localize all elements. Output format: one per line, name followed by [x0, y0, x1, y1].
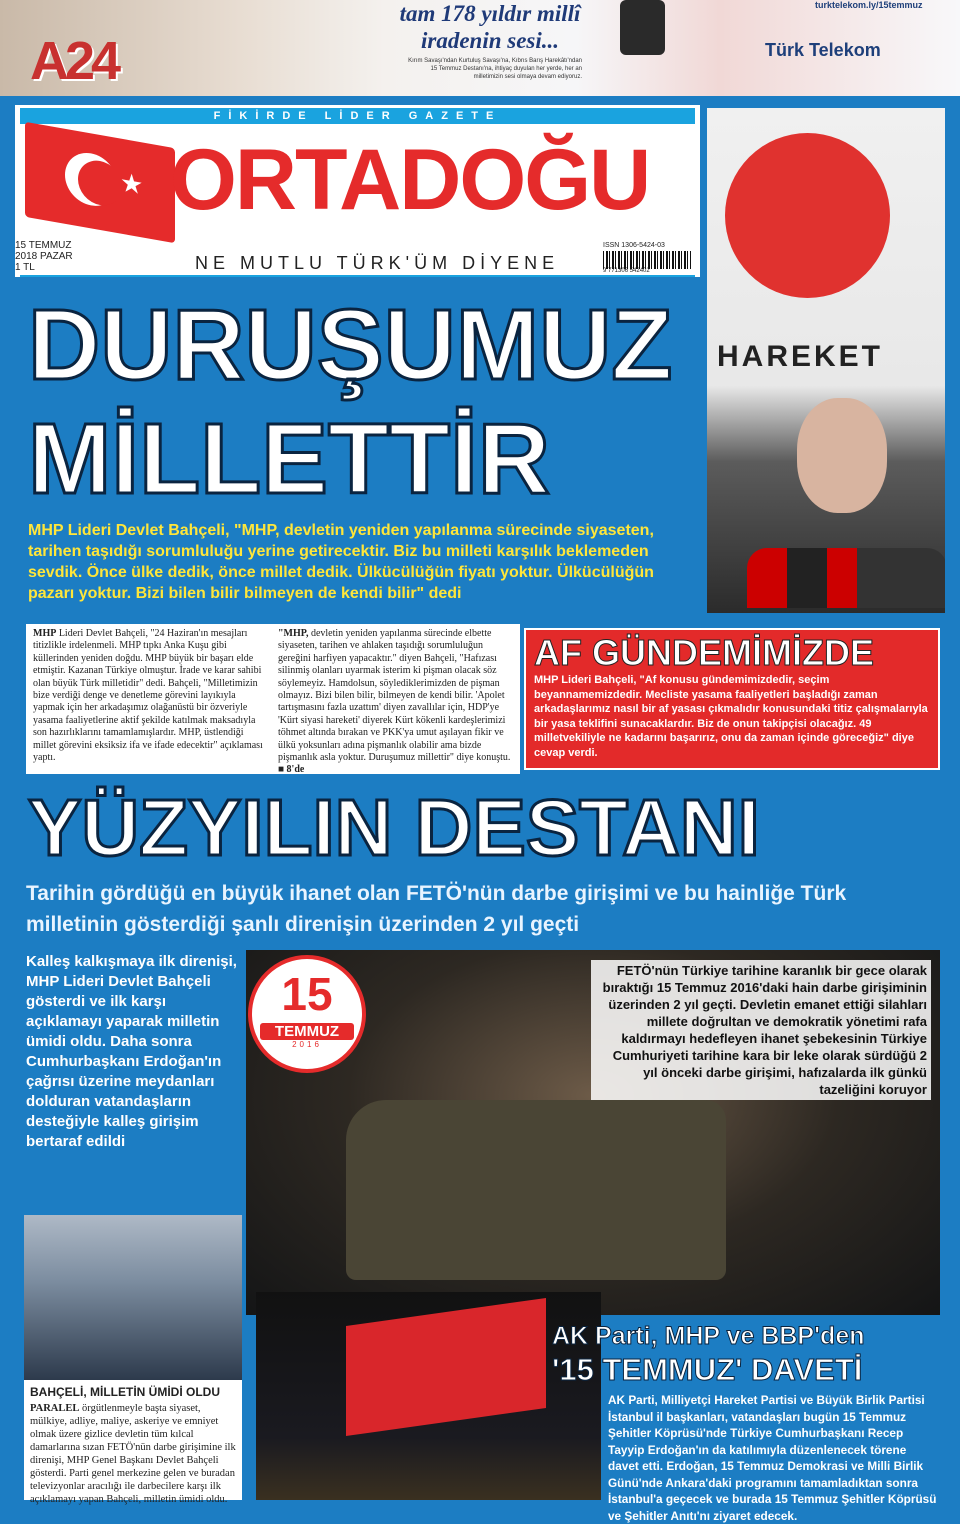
article-column — [33, 628, 268, 770]
divider — [20, 275, 695, 277]
af-title: AF GÜNDEMİMİZDE — [534, 632, 874, 673]
lead-word: PARALEL — [30, 1403, 80, 1414]
backdrop-sign: HAREKET — [717, 340, 884, 373]
masthead — [15, 105, 700, 277]
box-body — [30, 1402, 236, 1506]
barcode-number: 9 771306 542402 — [603, 268, 650, 274]
headline2-title: YÜZYILIN DESTANI — [28, 783, 760, 872]
ad-url[interactable]: turktelekom.ly/15temmuz — [815, 0, 923, 10]
flag-crowd-photo — [256, 1292, 601, 1500]
box-title: BAHÇELİ, MİLLETİN ÜMİDİ OLDU — [30, 1385, 220, 1399]
ad-small-text: Kırım Savaşı'ndan Kurtuluş Savaşı'na, Kıbrıs Barış Harekâtı'ndan 15 Temmuz Destanı'na, ihtiyaç duyulan her yerde, her an milletimizin sesi olmaya devam ediyoruz. — [408, 58, 582, 80]
headline-line1: DURUŞUMUZ — [28, 289, 673, 401]
column-text: Lideri Devlet Bahçeli, "24 Haziran'ın mesajları titizlikle irdelenmeli. MHP tıpkı Anka Kuşu gibi küllerinden yeniden doğdu. MHP büyük bir başarı elde etmiştir. Kazanan Türkiye olmuştur. İrade ve karar sahibi olan büyük Türk milletidir" dedi. Bahçeli, "Milletimizin bize verdiği denge ve denetleme görevini layıkıyla yapmak için her arkadaşımız olağanüstü bir özveriyle yasama faaliyetlerine aktif şekilde katılmak maksadıyla son hazırlıklarını tamamlamışlardır. MHP, üstlendiği millet görevini eksiksiz ifa ve ifade edecektir" açıklaması yaptı. — [33, 628, 263, 764]
davet-title-line1: AK Parti, MHP ve BBP'den — [552, 1322, 865, 1350]
phone-image — [620, 0, 665, 55]
left-column-text: Kalleş kalkışmaya ilk direnişi, MHP Lideri Devlet Bahçeli gösterdi ve ilk karşı açıklamayı yaparak milletin ümidi oldu. Daha sonra Cumhurbaşkanı Erdoğan'ın çağrısı üzerine meydanları dolduran vatandaşların desteğiyle kalleş girişim bertaraf edildi — [26, 953, 237, 1150]
badge-month: TEMMUZ — [260, 1023, 354, 1040]
article-body — [26, 624, 520, 774]
column-text: devletin yeniden yapılanma sürecinde elbette siyaseten, tarihen ve ahlaken taşıdığı sorumluluğun gereğini harfiyen yapacaktır." diyen Bahçeli, "Hafızası silinmiş olanları uyarmak isterim ki pişman olacak söz söylemeyiz. Hamdolsun, söylediklerimizden de pişman olmayız. Bizi bilen bilir, bilmeyen de kendi bilir. 'Apolet tartışmasını fazla uzattım' diyen zavallılar için, HDP'ye 'Kürt siyasi hareketi' diyerek Kürt kökenli kardeşlerimizi töhmet altında bırakan ve PKK'ya umut aşılayan fikir ve ülkü yoksunları adına pişmanlık olabilir ama bizde pişmanlık asla yoktur. Duruşumuz millettir" diye konuştu. — [278, 628, 511, 764]
badge-year: 2016 — [292, 1040, 322, 1049]
headline-line2: MİLLETTİR — [28, 403, 551, 515]
tagline: NE MUTLU TÜRK'ÜM DİYENE — [195, 253, 560, 273]
newspaper-logo: ORTADOĞU — [170, 132, 650, 228]
lead-word: "MHP, — [278, 628, 309, 639]
headline-deck: MHP Lideri Devlet Bahçeli, "MHP, devletin yeniden yapılanma sürecinde siyaseten, tarihen taşıdığı sorumluluğu yerine getirecektir. Biz bu milleti karşılık beklemeden sevdik. Önce ülke dedik, önce millet dedik. Ülkücülüğün fiyatı yoktur. Ülkücülüğün pazarı yoktur. Bizi bilen bilir bilmeyen de kendi bilir" dedi — [28, 522, 654, 602]
turkish-flag-icon — [346, 1298, 546, 1436]
badge-number: 15 — [281, 968, 333, 1020]
af-body: MHP Lideri Bahçeli, "Af konusu gündemimizdedir, seçim beyannamemizdedir. Mecliste yasama faaliyetleri başladığı zaman arkadaşlarımız nasıl bir af yasası çıkmalıdır konusundaki titiz çalışmalarıyla bir yasa teklifini sunacaklardır. Biz de onun takipçisi olacağız. 49 milletvekiliyle ne kadarını başarırız, onu da zaman içinde göreceğiz" diye cevap verdi. — [534, 674, 928, 759]
a24-logo: A24 — [30, 31, 118, 91]
motto: FİKİRDE LİDER GAZETE — [20, 108, 695, 124]
article-column — [278, 628, 513, 776]
date-line: 2018 PAZAR — [15, 251, 73, 262]
speaker-face — [797, 398, 887, 513]
photo-caption: FETÖ'nün Türkiye tarihine karanlık bir gece olarak bıraktığı 15 Temmuz 2016'daki hain darbe girişiminin üzerinden 2 yıl geçti. Devletin emanet ettiği silahları millete doğrultan ve demokratik yönetimi rafa kaldırmayı hedefleyen ihanet şebekesinin Türkiye Cumhuriyeti tarihine kara bir leke olarak sürdüğü 2 yıl önceki darbe girişimi, hafızalarda ilk günkü tazeliğini koruyor — [591, 960, 931, 1100]
issue-date — [15, 240, 73, 273]
box-text: örgütlenmeyle başta siyaset, mülkiye, adliye, maliye, askeriye ve emniyet olmak üzere gizlice devletin tüm kılcal damarlarına sızan FETÖ'nün darbe girişimine ilk direnişi, MHP Genel Başkanı Devlet Bahçeli gösterdi. Parti genel merkezine gelen ve buradan televizyonlar aracılığı ile darbecilere karşı ilk açıklamayı yapan Bahçeli, milletin ümidi oldu. — [30, 1403, 236, 1505]
bahceli-box — [24, 1380, 242, 1505]
tank-shape — [346, 1100, 726, 1280]
barcode — [603, 251, 691, 269]
issn: ISSN 1306-5424-03 — [603, 242, 665, 249]
date-line: 15 TEMMUZ — [15, 240, 72, 251]
tank-photo — [246, 950, 940, 1315]
turk-telekom-logo: Türk Telekom — [765, 40, 881, 60]
davet-body: AK Parti, Milliyetçi Hareket Partisi ve Büyük Birlik Partisi İstanbul il başkanları, vatandaşları bugün 15 Temmuz Şehitler Köprüsü'nde Türkiye Cumhurbaşkanı Recep Tayyip Erdoğan'ın da katılımıyla düzenlenecek törene davet etti. Erdoğan, 15 Temmuz Demokrasi ve Milli Birlik Günü'nde Ankara'daki programını tamamladıktan sonra İstanbul'a geçecek ve burada 15 Temmuz Şehitler Köprüsü ve Şehitler Anıtı'nı ziyaret edecek. — [608, 1393, 937, 1523]
lead-word: MHP — [33, 628, 57, 639]
ad-slogan: tam 178 yıldır millî iradenin sesi... — [399, 1, 581, 53]
davet-title-line2: '15 TEMMUZ' DAVETİ — [552, 1352, 863, 1387]
price: 1 TL — [15, 262, 35, 273]
page-jump-link[interactable]: ■ 8'de — [278, 764, 305, 776]
mhp-logo — [725, 133, 890, 298]
bahceli-photo — [707, 108, 945, 613]
microphones — [747, 548, 945, 608]
handshake-photo — [24, 1215, 242, 1380]
af-box — [524, 628, 940, 770]
advertisement-banner[interactable] — [0, 0, 960, 96]
15-temmuz-badge — [248, 955, 366, 1073]
headline2-deck: Tarihin gördüğü en büyük ihanet olan FETÖ'nün darbe girişimi ve bu hainliğe Türk milletinin gösterdiği şanlı direnişin üzerinden 2 yıl geçti — [26, 882, 847, 936]
turkish-flag-icon: ★ — [25, 122, 175, 243]
